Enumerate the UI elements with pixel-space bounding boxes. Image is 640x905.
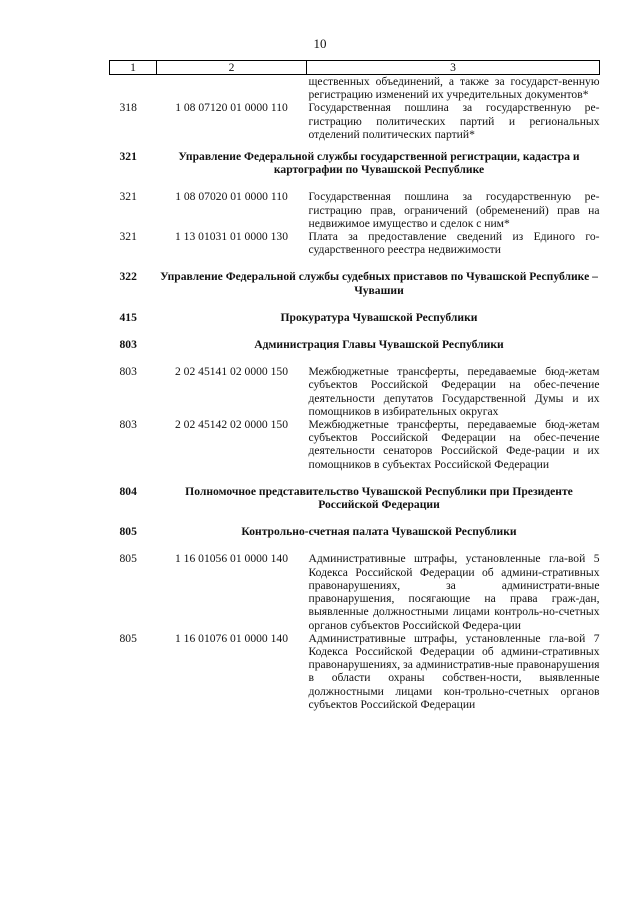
row-code-kbk bbox=[157, 75, 307, 102]
row-code-kbk: 2 02 45142 02 0000 150 bbox=[174, 418, 289, 432]
table-row bbox=[110, 365, 600, 418]
row-code-admin bbox=[110, 75, 157, 102]
table-row bbox=[110, 418, 600, 471]
section-title: Управление Федеральной службы государственной регистрации, кадастра и картографии по Чувашской Республике bbox=[178, 150, 580, 177]
section-heading-row bbox=[110, 311, 600, 324]
row-code-kbk: 1 16 01056 01 0000 140 bbox=[174, 552, 289, 566]
section-title: Прокуратура Чувашской Республики bbox=[280, 310, 478, 324]
revenue-classification-table bbox=[109, 60, 600, 711]
row-description: Межбюджетные трансферты, передаваемые бюд-жетам субъектов Российской Федерации на обес-печение деятельности сенаторов Российской Феде-рации и их помощников в субъектах Российской Федерации bbox=[308, 418, 600, 471]
section-code: 804 bbox=[119, 484, 137, 498]
row-description: Межбюджетные трансферты, передаваемые бюд-жетам субъектов Российской Федерации на обес-печение деятельности депутатов Государственной Думы и их помощников в избирательных округах bbox=[308, 365, 600, 418]
section-code: 321 bbox=[119, 150, 137, 164]
section-title: Полномочное представительство Чувашской Республики при Президенте Российской Федерации bbox=[185, 484, 573, 512]
row-code-admin: 321 bbox=[119, 190, 137, 204]
row-code-kbk: 1 13 01031 01 0000 130 bbox=[174, 230, 289, 244]
table-row bbox=[110, 101, 600, 141]
table-header-row bbox=[110, 61, 600, 75]
row-code-admin: 805 bbox=[119, 552, 137, 566]
row-code-kbk: 2 02 45141 02 0000 150 bbox=[174, 365, 289, 379]
section-title: Управление Федеральной службы судебных приставов по Чувашской Республике – Чувашии bbox=[160, 270, 598, 297]
row-code-kbk: 1 16 01076 01 0000 140 bbox=[174, 631, 289, 645]
row-description: Административные штрафы, установленные гла-вой 5 Кодекса Российской Федерации об админи-стративных правонарушениях, за администрати-вные правонарушения, посягающие на права граж-дан, выявленные должностными лицами контроль-но-счетных органов субъектов Российской Федера-ции bbox=[308, 552, 600, 632]
table-row bbox=[110, 190, 600, 230]
row-code-admin: 803 bbox=[119, 365, 137, 379]
row-description: Административные штрафы, установленные гла-вой 7 Кодекса Российской Федерации об админи-стративных правонарушениях, за административ-ные правонарушения в области охраны собствен-ности, выявленные должностными лицами кон-трольно-счетных органов субъектов Российской Федерации bbox=[308, 631, 600, 711]
column-header-3: 3 bbox=[307, 61, 600, 75]
row-description: щественных объединений, а также за государст-венную регистрацию изменений их учредительных документов* bbox=[308, 75, 600, 102]
section-code: 805 bbox=[119, 525, 137, 539]
row-code-kbk: 1 08 07020 01 0000 110 bbox=[175, 190, 288, 204]
row-code-kbk: 1 08 07120 01 0000 110 bbox=[175, 101, 288, 115]
section-code: 322 bbox=[119, 270, 137, 284]
page-number: 10 bbox=[313, 36, 327, 51]
row-code-admin: 318 bbox=[119, 101, 137, 115]
table-row bbox=[110, 632, 600, 711]
table-row bbox=[110, 75, 600, 102]
section-heading-row bbox=[110, 485, 600, 511]
row-description: Государственная пошлина за государственную ре-гистрацию политических партий и региональных отделений политических партий* bbox=[308, 101, 600, 141]
row-code-admin: 803 bbox=[119, 418, 137, 432]
column-header-1: 1 bbox=[110, 61, 157, 75]
section-title: Администрация Главы Чувашской Республики bbox=[254, 338, 504, 352]
section-heading-row bbox=[110, 525, 600, 538]
column-header-2: 2 bbox=[157, 61, 307, 75]
section-heading-row bbox=[110, 270, 600, 296]
section-heading-row bbox=[110, 338, 600, 351]
table-row bbox=[110, 552, 600, 631]
row-description: Плата за предоставление сведений из Единого го-сударственного реестра недвижимости bbox=[308, 230, 600, 257]
row-code-admin: 321 bbox=[119, 230, 137, 244]
section-code: 803 bbox=[119, 338, 137, 352]
section-title: Контрольно-счетная палата Чувашской Республики bbox=[241, 525, 517, 539]
row-description: Государственная пошлина за государственную ре-гистрацию прав, ограничений (обременений) прав на недвижимое имущество и сделок с ним* bbox=[308, 190, 600, 230]
section-heading-row bbox=[110, 150, 600, 176]
section-code: 415 bbox=[119, 310, 137, 324]
table-row bbox=[110, 230, 600, 256]
row-code-admin: 805 bbox=[119, 631, 137, 645]
